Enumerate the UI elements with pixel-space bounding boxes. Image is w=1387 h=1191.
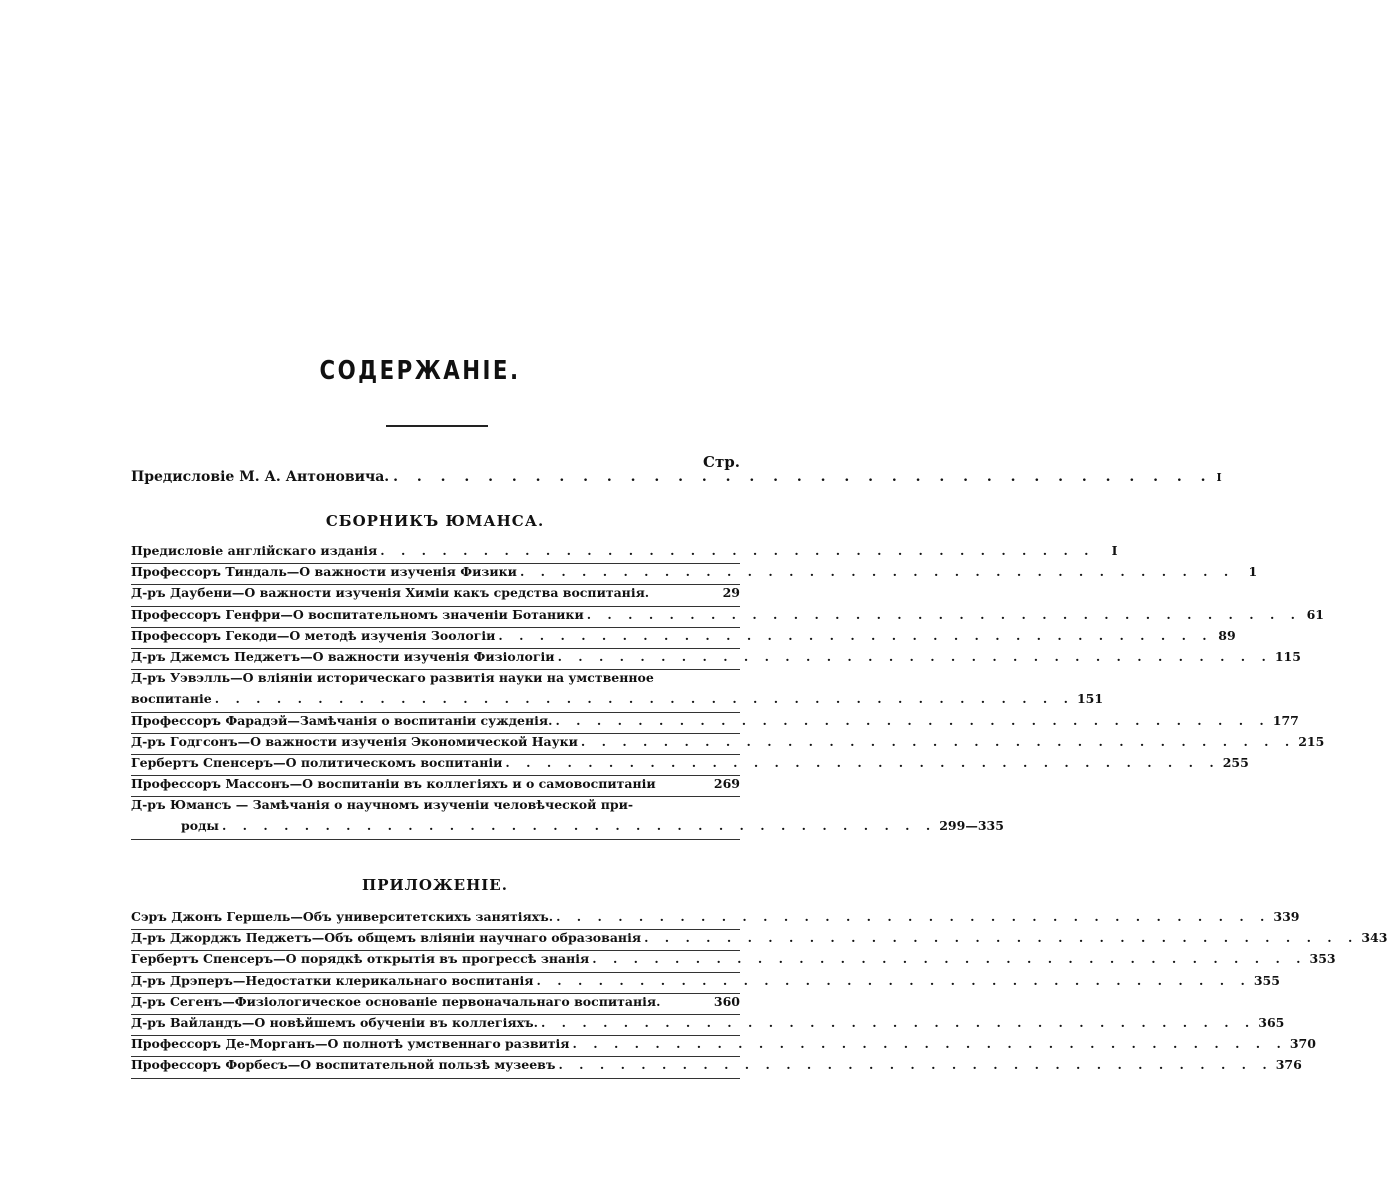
leader-dots: . . . . . . . . . . . . . . . . . . . . . . . . . . . . . . . . . . . <box>519 564 1235 580</box>
toc-entry-label: Профессоръ Де-Морганъ—О полнотѣ умственнаго развитія <box>131 1036 570 1052</box>
toc-entry <box>131 733 1325 755</box>
section-heading-appendix: ПРИЛОЖЕНІЕ. <box>362 876 508 894</box>
toc-entry <box>131 776 740 797</box>
toc-entry-page: 365 <box>1258 1014 1285 1030</box>
toc-entry-label: Д-ръ Джорджъ Педжетъ—Объ общемъ вліяніи научнаго образованія <box>131 930 642 946</box>
toc-entry-continuation <box>131 691 1104 712</box>
toc-entry <box>131 1057 1302 1078</box>
toc-entry-page: 343 <box>1361 930 1387 946</box>
page-column-header: Стр. <box>703 453 740 471</box>
leader-dots: . . . . . . . . . . . . . . . . . . . . . . . . . . . . . . . . . . . <box>540 1014 1256 1030</box>
toc-entry-page: 269 <box>713 776 740 792</box>
toc-entry-label: Профессоръ Массонъ—О воспитаніи въ коллегіяхъ и о самовоспитаніи <box>131 776 656 792</box>
toc-entry-continuation <box>131 818 1004 839</box>
toc-entry-page: 29 <box>722 585 740 601</box>
leader-dots: . . . . . . . . . . . . . . . . . . . . . . . . . . . . . . . . . . . <box>580 733 1296 749</box>
toc-entry-page: 89 <box>1218 627 1236 643</box>
toc-entry <box>131 627 1236 649</box>
toc-entry <box>131 754 1249 776</box>
page-title: СОДЕРЖАНІЕ. <box>319 356 521 386</box>
toc-list-appendix <box>131 909 1387 1079</box>
toc-entry-label: Д-ръ Дрэперъ—Недостатки клерикальнаго воспитанія <box>131 972 534 988</box>
toc-entry-page: 151 <box>1076 691 1104 707</box>
toc-entry-label: Д-ръ Вайландъ—О новѣйшемъ обученіи въ коллегіяхъ. <box>131 1014 538 1030</box>
leader-dots: . . . . . . . . . . . . . . . . . . . . . . . . . . . . . . . . . . . <box>498 627 1213 643</box>
toc-entry-page: 177 <box>1272 712 1299 728</box>
preface-label: Предисловіе М. А. Антоновича. <box>131 469 390 485</box>
title-divider <box>386 425 488 427</box>
leader-dots: . . . . . . . . . . . . . . . . . . . . . . . . . . . . . . . . . . . . . . . . . . <box>214 691 1074 707</box>
toc-entry <box>131 606 1324 628</box>
leader-dots: . . . . . . . . . . . . . . . . . . . . . . . . . . . . . . . . . . . <box>557 648 1272 664</box>
toc-entry-page: 255 <box>1222 754 1249 770</box>
toc-entry-label: Д-ръ Даубени—О важности изученія Химіи какъ средства воспитанія. <box>131 585 650 601</box>
toc-entry-label: Профессоръ Тиндаль—О важности изученія Физики <box>131 564 517 580</box>
leader-dots: . . . . . . . . . . . . . . . . . . . . . . . . . . . . . . . . . . . <box>558 1057 1273 1073</box>
toc-entry-page: 215 <box>1298 733 1325 749</box>
leader-dots: . . . . . . . . . . . . . . . . . . . . . . . . . . . . . . . . . . . <box>586 606 1301 622</box>
toc-entry-first-line <box>131 797 740 818</box>
toc-entry <box>131 972 1280 994</box>
toc-entry-page: 360 <box>713 993 740 1009</box>
leader-dots: . . . . . . . . . . . . . . . . . . . . . . . . . . . . . . . . . . . <box>572 1036 1287 1052</box>
toc-entry-page: 115 <box>1274 648 1301 664</box>
toc-entry-label: Предисловіе англійскаго изданія <box>131 543 378 558</box>
toc-entry <box>131 994 740 1015</box>
toc-entry <box>131 1014 1285 1036</box>
leader-dots: . . . . . . . . . . . . . . . . . . . . . . . . . . . . . . . . . . . <box>555 712 1270 728</box>
toc-entry-label: Профессоръ Гекоди—О методѣ изученія Зоологіи <box>131 627 496 643</box>
section-heading-collection: СБОРНИКЪ ЮМАНСА. <box>325 512 545 530</box>
toc-entry <box>131 1036 1316 1057</box>
toc-entry <box>131 951 1336 972</box>
toc-entry-label-continuation: воспитаніе <box>131 691 212 707</box>
toc-entry <box>131 564 1258 585</box>
toc-entry <box>131 909 1300 930</box>
toc-entry-page: 1 <box>1248 564 1258 580</box>
toc-entry <box>131 543 1118 564</box>
preface-entry <box>131 469 1222 485</box>
toc-entry-label: Профессоръ Фарадэй—Замѣчанія о воспитаніи сужденія. <box>131 712 553 728</box>
toc-entry-page: 299—335 <box>939 818 1004 834</box>
toc-entry-label: Д-ръ Джемсъ Педжетъ—О важности изученія Физіологіи <box>131 648 555 664</box>
leader-dots: . . . . . . . . . . . . . . . . . . . . . . . . . . . . . . . . . . . <box>221 818 937 834</box>
toc-entry-label: Профессоръ Форбесъ—О воспитательной пользѣ музеевъ <box>131 1057 556 1073</box>
toc-entry-page: 339 <box>1273 909 1300 924</box>
toc-entry-page: 370 <box>1289 1036 1316 1052</box>
leader-dots: . . . . . . . . . . . . . . . . . . . . . . . . . . . . . . . . . . . <box>380 543 1095 558</box>
toc-entry-label: Д-ръ Юмансъ — Замѣчанія о научномъ изученіи человѣческой при- <box>131 797 634 813</box>
toc-entry-page: I <box>1111 543 1118 558</box>
toc-entry-label: Д-ръ Сегенъ—Физіологическое основаніе первоначальнаго воспитанія. <box>131 993 661 1009</box>
leader-dots: . . . . . . . . . . . . . . . . . . . . . . . . . . . . . . . . . . . <box>592 951 1307 967</box>
toc-entry-first-line <box>131 670 740 691</box>
toc-entry-label: Сэръ Джонъ Гершель—Объ университетскихъ занятіяхъ. <box>131 909 554 924</box>
toc-entry-label: Д-ръ Уэвэлль—О вліяніи историческаго развитія науки на умственное <box>131 670 654 686</box>
leader-dots: . . . . . . . . . . . . . . . . . . . . . . . . . . . . . . . . . . . <box>536 972 1251 988</box>
toc-entry-page: 355 <box>1253 972 1280 988</box>
toc-entry <box>131 648 1301 670</box>
toc-list-collection <box>131 543 1325 840</box>
toc-entry <box>131 585 740 606</box>
toc-entry-label: Д-ръ Годгсонъ—О важности изученія Экономической Науки <box>131 733 578 749</box>
toc-entry-label: Профессоръ Генфри—О воспитательномъ значеніи Ботаники <box>131 606 584 622</box>
toc-entry <box>131 930 1387 951</box>
toc-entry-page: 376 <box>1275 1057 1302 1073</box>
toc-entry <box>131 712 1299 734</box>
toc-entry-page: 61 <box>1306 606 1324 622</box>
leader-dots: . . . . . . . . . . . . . . . . . . . . . . . . . . . . . . . . . . . <box>505 754 1220 770</box>
leader-dots: . . . . . . . . . . . . . . . . . . . . . . . . . . . . . . . . . . . <box>644 930 1359 946</box>
leader-dots: . . . . . . . . . . . . . . . . . . . . . . . . . . . . . . . . . . . <box>556 909 1271 924</box>
toc-entry-page: 353 <box>1309 951 1336 967</box>
toc-entry-label-continuation: роды <box>181 818 219 834</box>
toc-entry-label: Гербертъ Спенсеръ—О политическомъ воспитаніи <box>131 754 503 770</box>
leader-dots: . . . . . . . . . . . . . . . . . . . . . . . . . . . . . . . . . . . <box>393 469 1213 485</box>
preface-page: I <box>1216 471 1222 484</box>
toc-entry-label: Гербертъ Спенсеръ—О порядкѣ открытія въ прогрессѣ знанія <box>131 951 590 967</box>
